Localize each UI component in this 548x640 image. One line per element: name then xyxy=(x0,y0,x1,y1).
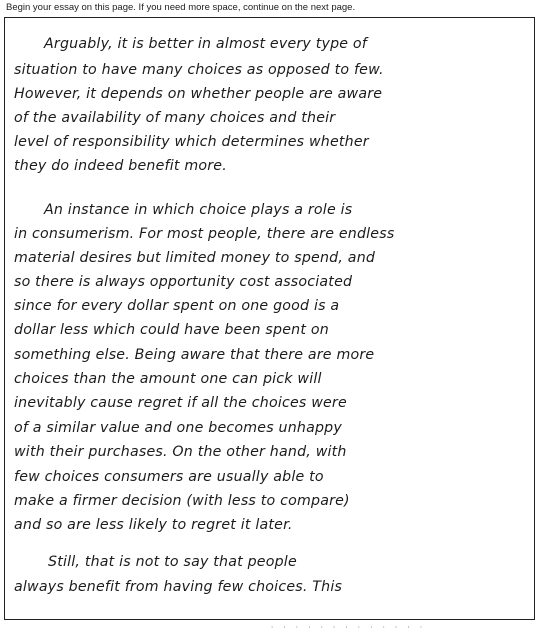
essay-line: make a firmer decision (with less to compare) xyxy=(14,493,350,509)
essay-line: material desires but limited money to spend, and xyxy=(14,250,376,266)
essay-line: level of responsibility which determines whether xyxy=(14,134,369,150)
essay-line: always benefit from having few choices. This xyxy=(14,579,343,595)
essay-line: something else. Being aware that there are more xyxy=(14,347,375,363)
essay-instruction: Begin your essay on this page. If you need more space, continue on the next page. xyxy=(6,2,356,13)
essay-line: with their purchases. On the other hand, with xyxy=(14,444,347,460)
essay-line: choices than the amount one can pick will xyxy=(14,371,322,387)
essay-line: they do indeed benefit more. xyxy=(14,158,227,174)
essay-line: of the availability of many choices and their xyxy=(14,110,336,126)
essay-line: few choices consumers are usually able to xyxy=(14,469,324,485)
essay-line: However, it depends on whether people are aware xyxy=(14,86,383,102)
essay-line: An instance in which choice plays a role is xyxy=(44,202,353,218)
essay-line: dollar less which could have been spent on xyxy=(14,322,329,338)
essay-line: situation to have many choices as opposed to few. xyxy=(14,62,384,78)
scan-noise-marks: · · · · · · · · · · · · · xyxy=(270,624,426,632)
essay-line: Arguably, it is better in almost every type of xyxy=(44,36,367,52)
essay-line: inevitably cause regret if all the choices were xyxy=(14,395,347,411)
essay-line: Still, that is not to say that people xyxy=(48,554,297,570)
essay-line: of a similar value and one becomes unhappy xyxy=(14,420,342,436)
essay-line: in consumerism. For most people, there are endless xyxy=(14,226,395,242)
essay-line: and so are less likely to regret it later. xyxy=(14,517,293,533)
essay-line: so there is always opportunity cost associated xyxy=(14,274,353,290)
essay-line: since for every dollar spent on one good is a xyxy=(14,298,340,314)
